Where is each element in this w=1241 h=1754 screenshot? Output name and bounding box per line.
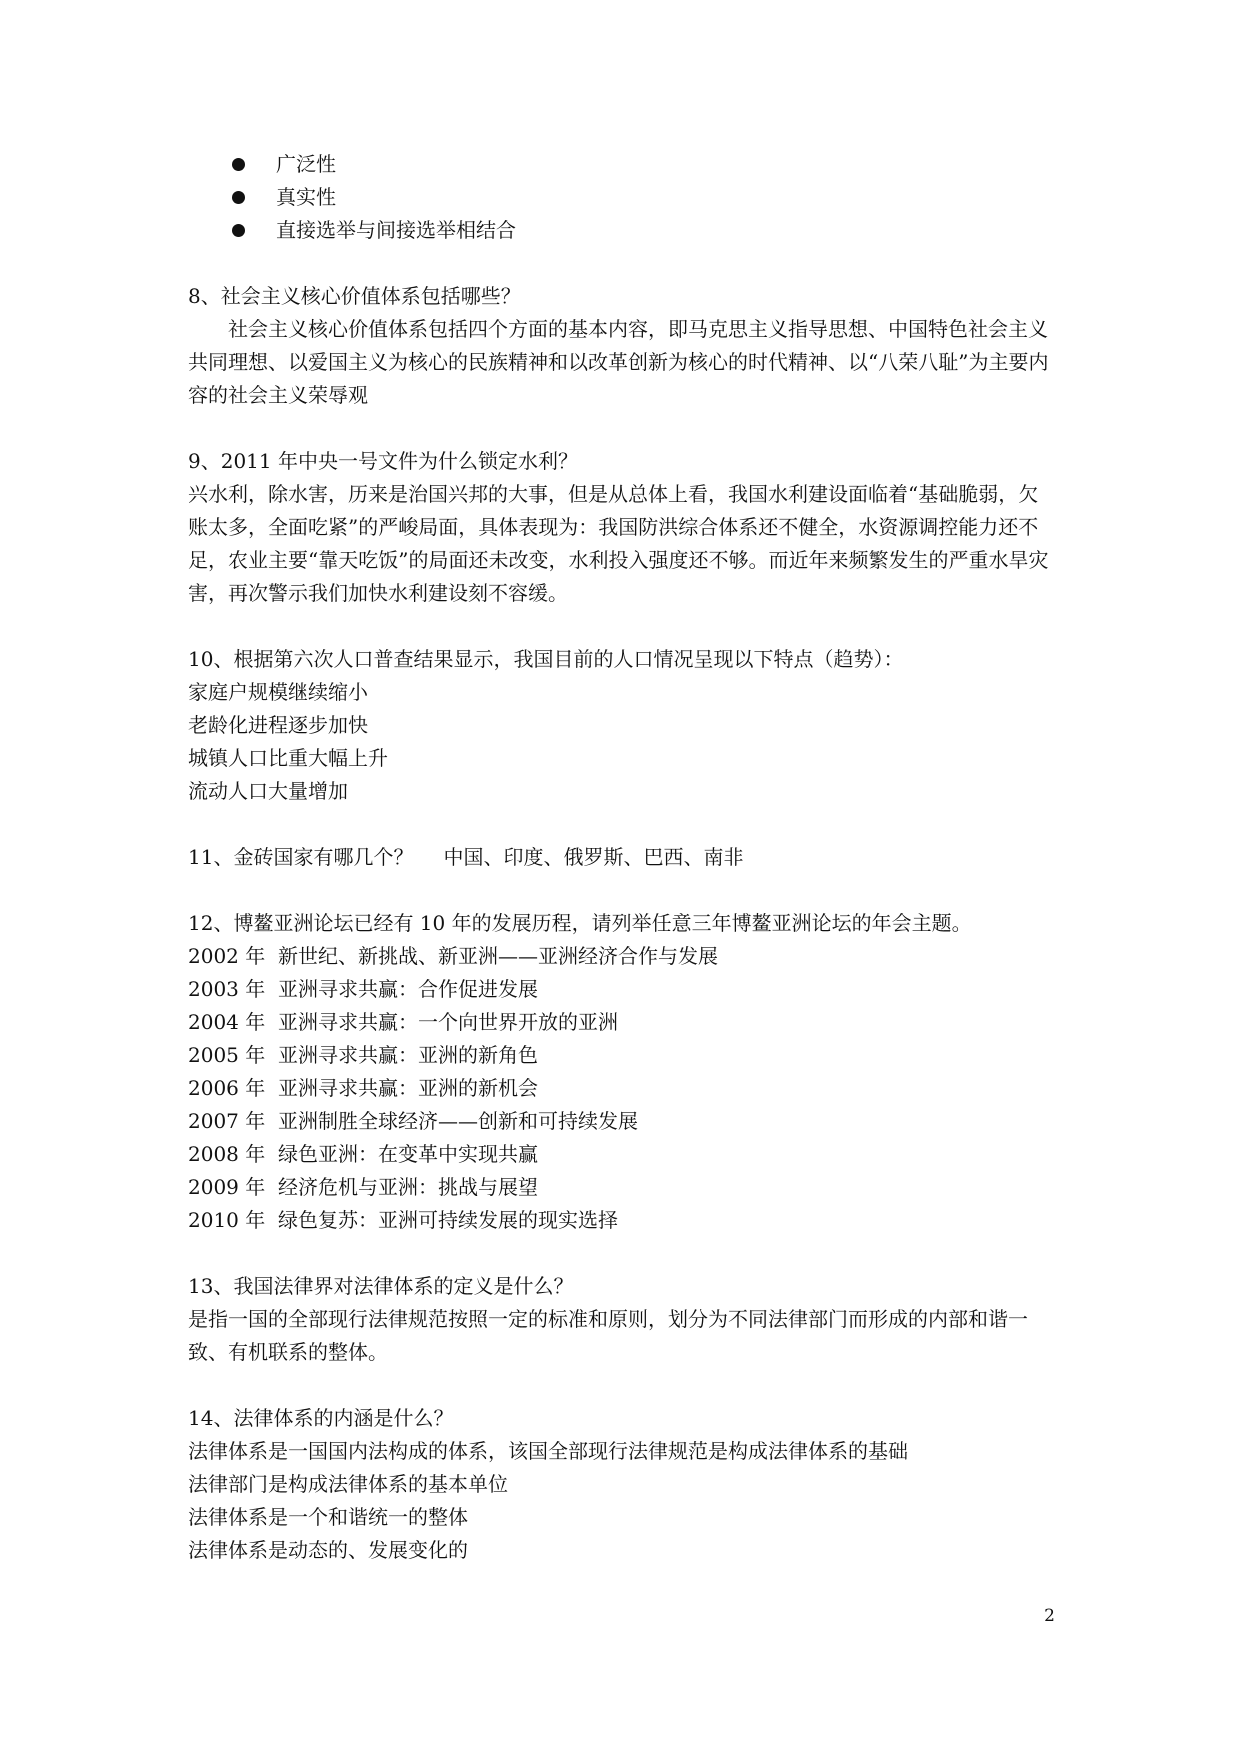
question-11: 11、金砖国家有哪几个？ <box>188 845 414 869</box>
answer-13: 是指一国的全部现行法律规范按照一定的标准和原则，划分为不同法律部门而形成的内部和谐一致、有机联系的整体。 <box>188 1307 1028 1364</box>
theme-row <box>188 1072 1058 1105</box>
theme-row <box>188 1138 1058 1171</box>
answer-line: 法律体系是动态的、发展变化的 <box>188 1538 468 1562</box>
theme-text: 亚洲寻求共赢：亚洲的新角色 <box>278 1043 538 1067</box>
section-q10 <box>188 643 1058 808</box>
question-14: 14、法律体系的内涵是什么？ <box>188 1406 454 1430</box>
bullet-text: 直接选举与间接选举相结合 <box>276 218 516 242</box>
bullet-icon <box>232 224 245 237</box>
theme-year: 2002 年 <box>188 944 266 968</box>
theme-text: 经济危机与亚洲：挑战与展望 <box>278 1175 538 1199</box>
bullet-icon <box>232 191 245 204</box>
section-q14 <box>188 1402 1058 1567</box>
question-12: 12、博鳌亚洲论坛已经有 10 年的发展历程，请列举任意三年博鳌亚洲论坛的年会主题。 <box>188 911 972 935</box>
section-q12 <box>188 907 1058 1237</box>
bullet-icon <box>232 158 245 171</box>
question-11-line <box>188 841 1058 874</box>
bullet-list <box>188 148 1058 247</box>
question-10: 10、根据第六次人口普查结果显示，我国目前的人口情况呈现以下特点（趋势）： <box>188 647 904 671</box>
answer-line: 老龄化进程逐步加快 <box>188 713 368 737</box>
theme-text: 绿色复苏：亚洲可持续发展的现实选择 <box>278 1208 618 1232</box>
theme-year: 2004 年 <box>188 1010 266 1034</box>
section-q8 <box>188 280 1058 412</box>
answer-line: 法律体系是一个和谐统一的整体 <box>188 1505 468 1529</box>
answer-line: 法律部门是构成法律体系的基本单位 <box>188 1472 508 1496</box>
theme-text: 亚洲寻求共赢：亚洲的新机会 <box>278 1076 538 1100</box>
list-item <box>232 181 1058 214</box>
question-8: 8、社会主义核心价值体系包括哪些？ <box>188 284 521 308</box>
answer-8: 社会主义核心价值体系包括四个方面的基本内容，即马克思主义指导思想、中国特色社会主义共同理想、以爱国主义为核心的民族精神和以改革创新为核心的时代精神、以“八荣八耻”为主要内容的社会主义荣辱观 <box>188 317 1049 407</box>
theme-year: 2010 年 <box>188 1208 266 1232</box>
section-q9 <box>188 445 1058 610</box>
theme-row <box>188 940 1058 973</box>
question-13: 13、我国法律界对法律体系的定义是什么？ <box>188 1274 574 1298</box>
bullet-text: 广泛性 <box>276 152 336 176</box>
theme-row <box>188 1039 1058 1072</box>
theme-row <box>188 1204 1058 1237</box>
theme-row <box>188 1006 1058 1039</box>
question-9: 9、2011 年中央一号文件为什么锁定水利？ <box>188 449 578 473</box>
answer-line: 家庭户规模继续缩小 <box>188 680 368 704</box>
answer-9: 兴水利，除水害，历来是治国兴邦的大事，但是从总体上看，我国水利建设面临着“基础脆弱，欠账太多，全面吃紧”的严峻局面，具体表现为：我国防洪综合体系还不健全，水资源调控能力还不足，农业主要“靠天吃饭”的局面还未改变，水利投入强度还不够。而近年来频繁发生的严重水旱灾害，再次警示我们加快水利建设刻不容缓。 <box>188 482 1049 605</box>
document-body <box>188 148 1058 1567</box>
answer-line: 流动人口大量增加 <box>188 779 348 803</box>
answer-line: 法律体系是一国国内法构成的体系，该国全部现行法律规范是构成法律体系的基础 <box>188 1439 908 1463</box>
page-number: 2 <box>1044 1606 1055 1626</box>
answer-11: 中国、印度、俄罗斯、巴西、南非 <box>443 845 744 869</box>
section-q11 <box>188 841 1058 874</box>
theme-text: 亚洲寻求共赢：一个向世界开放的亚洲 <box>278 1010 618 1034</box>
theme-row <box>188 1105 1058 1138</box>
theme-text: 亚洲寻求共赢：合作促进发展 <box>278 977 538 1001</box>
theme-year: 2005 年 <box>188 1043 266 1067</box>
list-item <box>232 148 1058 181</box>
theme-year: 2003 年 <box>188 977 266 1001</box>
theme-year: 2006 年 <box>188 1076 266 1100</box>
theme-year: 2007 年 <box>188 1109 266 1133</box>
bullet-text: 真实性 <box>276 185 336 209</box>
theme-year: 2008 年 <box>188 1142 266 1166</box>
theme-year: 2009 年 <box>188 1175 266 1199</box>
list-item <box>232 214 1058 247</box>
section-q13 <box>188 1270 1058 1369</box>
answer-line: 城镇人口比重大幅上升 <box>188 746 388 770</box>
theme-row <box>188 1171 1058 1204</box>
theme-row <box>188 973 1058 1006</box>
theme-text: 新世纪、新挑战、新亚洲——亚洲经济合作与发展 <box>278 944 718 968</box>
theme-text: 亚洲制胜全球经济——创新和可持续发展 <box>278 1109 638 1133</box>
theme-text: 绿色亚洲：在变革中实现共赢 <box>278 1142 538 1166</box>
